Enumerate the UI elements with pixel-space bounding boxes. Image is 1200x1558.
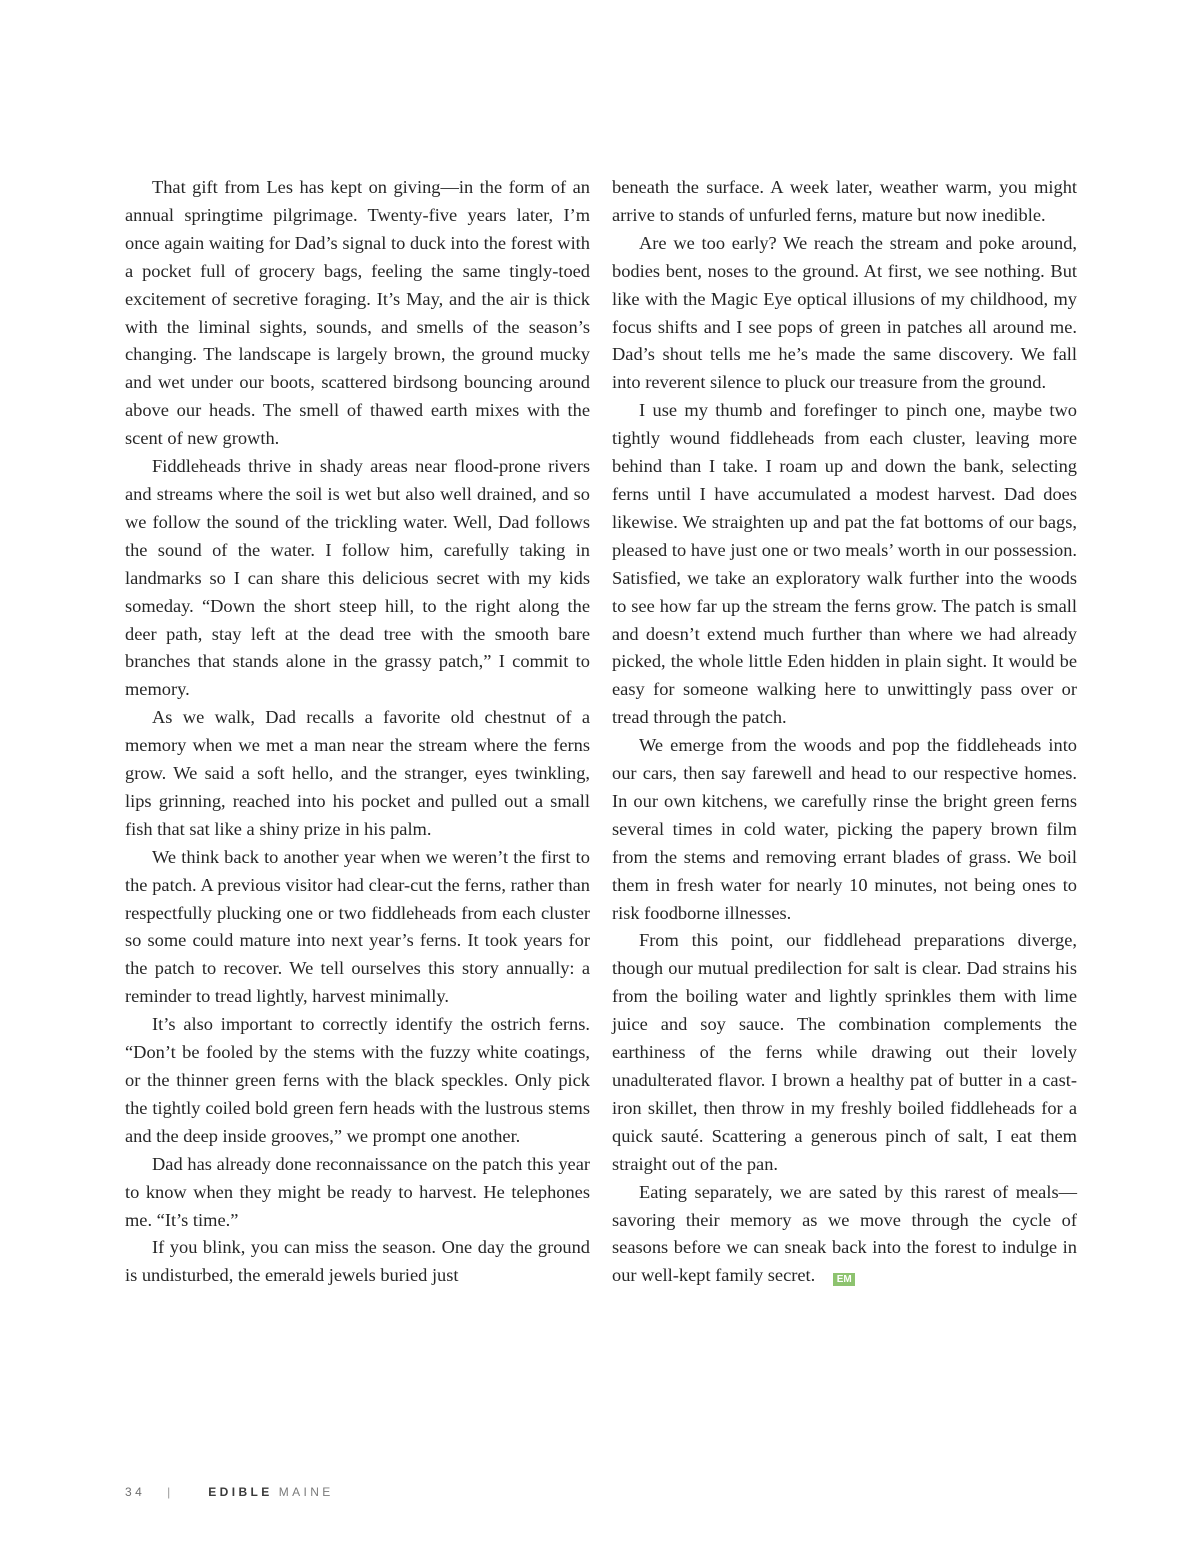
right-column bbox=[612, 174, 1077, 1290]
end-mark-logo: EM bbox=[833, 1273, 855, 1286]
closing-paragraph bbox=[612, 1179, 1077, 1291]
paragraph: Fiddleheads thrive in shady areas near flood-prone rivers and streams where the soil is wet but also well drained, and so we follow the sound of the trickling water. Well, Dad follows the sound of the water. I follow him, carefully taking in landmarks so I can share this delicious secret with my kids someday. “Down the short steep hill, to the right along the deer path, stay left at the dead tree with the smooth bare branches that stands alone in the grassy patch,” I commit to memory. bbox=[125, 456, 590, 700]
page-number: 34 bbox=[125, 1485, 146, 1499]
left-column bbox=[125, 174, 590, 1290]
page-footer bbox=[125, 1484, 334, 1500]
paragraph: We emerge from the woods and pop the fiddleheads into our cars, then say farewell and head to our respective homes. In our own kitchens, we carefully rinse the bright green ferns several times in cold water, picking the papery brown film from the stems and removing errant blades of grass. We boil them in fresh water for nearly 10 minutes, not being ones to risk foodborne illnesses. bbox=[612, 735, 1077, 923]
footer-separator: | bbox=[167, 1485, 171, 1499]
magazine-region: MAINE bbox=[278, 1485, 334, 1499]
paragraph-continuation: beneath the surface. A week later, weather warm, you might arrive to stands of unfurled ferns, mature but now inedible. bbox=[612, 177, 1077, 225]
paragraph: If you blink, you can miss the season. One day the ground is undisturbed, the emerald jewels buried just bbox=[125, 1237, 590, 1286]
paragraph: As we walk, Dad recalls a favorite old chestnut of a memory when we met a man near the stream where the ferns grow. We said a soft hello, and the stranger, eyes twinkling, lips grinning, reached into his pocket and pulled out a small fish that sat like a shiny prize in his palm. bbox=[125, 707, 590, 839]
paragraph: It’s also important to correctly identify the ostrich ferns. “Don’t be fooled by the stems with the fuzzy white coatings, or the thinner green ferns with the black speckles. Only pick the tightly coiled bold green fern heads with the lustrous stems and the deep inside grooves,” we prompt one another. bbox=[125, 1014, 590, 1146]
paragraph: I use my thumb and forefinger to pinch one, maybe two tightly wound fiddleheads from each cluster, leaving more behind than I take. I roam up and down the bank, selecting ferns until I have accumulated a modest harvest. Dad does likewise. We straighten up and pat the fat bottoms of our bags, pleased to have just one or two meals’ worth in our possession. Satisfied, we take an exploratory walk further into the woods to see how far up the stream the ferns grow. The patch is small and doesn’t extend much further than where we had already picked, the whole little Eden hidden in plain sight. It would be easy for someone walking here to unwittingly pass over or tread through the patch. bbox=[612, 400, 1077, 728]
paragraph: From this point, our fiddlehead preparations diverge, though our mutual predilection for salt is clear. Dad strains his from the boiling water and lightly sprinkles them with lime juice and soy sauce. The combination complements the earthiness of the ferns while drawing out their lovely unadulterated flavor. I brown a healthy pat of butter in a cast-iron skillet, then throw in my freshly boiled fiddleheads for a quick sauté. Scattering a generous pinch of salt, I eat them straight out of the pan. bbox=[612, 930, 1077, 1174]
paragraph: Dad has already done reconnaissance on the patch this year to know when they might be ready to harvest. He telephones me. “It’s time.” bbox=[125, 1153, 590, 1230]
paragraph: Are we too early? We reach the stream and poke around, bodies bent, noses to the ground. At first, we see nothing. But like with the Magic Eye optical illusions of my childhood, my focus shifts and I see pops of green in patches all around me. Dad’s shout tells me he’s made the same discovery. We fall into reverent silence to pluck our treasure from the ground. bbox=[612, 232, 1077, 393]
paragraph: That gift from Les has kept on giving—in the form of an annual springtime pilgrimage. Twenty-five years later, I’m once again waiting for Dad’s signal to duck into the forest with a pocket full of grocery bags, feeling the same tingly-toed excitement of secretive foraging. It’s May, and the air is thick with the liminal sights, sounds, and smells of the season’s changing. The landscape is largely brown, the ground mucky and wet under our boots, scattered birdsong bouncing around above our heads. The smell of thawed earth mixes with the scent of new growth. bbox=[125, 177, 590, 449]
paragraph: We think back to another year when we weren’t the first to the patch. A previous visitor had clear-cut the ferns, rather than respectfully plucking one or two fiddleheads from each cluster so some could mature into next year’s ferns. It took years for the patch to recover. We tell ourselves this story annually: a reminder to tread lightly, harvest minimally. bbox=[125, 846, 590, 1007]
magazine-brand: EDIBLE bbox=[208, 1485, 273, 1499]
closing-text: Eating separately, we are sated by this rarest of meals—savoring their memory as we move through the cycle of seasons before we can sneak back into the forest to indulge in our well-kept family secret. bbox=[612, 1181, 1077, 1286]
